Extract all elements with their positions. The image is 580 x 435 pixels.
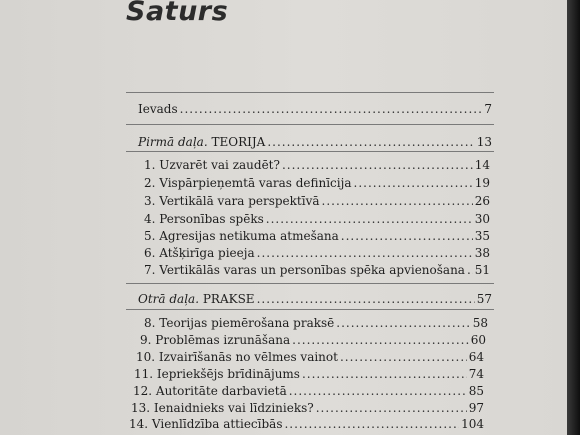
toc-page: 7 bbox=[484, 102, 492, 116]
divider bbox=[126, 283, 494, 284]
toc-entry-intro bbox=[138, 102, 492, 116]
toc-page: 64 bbox=[468, 350, 484, 364]
toc-entry bbox=[144, 212, 490, 226]
toc-entry bbox=[144, 229, 490, 243]
toc-page: 104 bbox=[461, 417, 484, 431]
toc-page: 51 bbox=[474, 263, 490, 277]
leader-dots bbox=[180, 102, 483, 116]
leader-dots bbox=[341, 229, 473, 243]
leader-dots bbox=[340, 350, 467, 364]
toc-label bbox=[138, 135, 265, 149]
toc-page: 85 bbox=[468, 384, 484, 398]
leader-dots bbox=[302, 367, 467, 381]
toc-entry bbox=[134, 367, 484, 381]
toc-entry bbox=[144, 158, 490, 172]
toc-label: 12. Autoritāte darbavietā bbox=[133, 384, 287, 398]
toc-page: 97 bbox=[468, 401, 484, 415]
toc-label: 1. Uzvarēt vai zaudēt? bbox=[144, 158, 280, 172]
divider bbox=[126, 124, 494, 125]
toc-label: 7. Vertikālās varas un personības spēka apvienošana bbox=[144, 263, 465, 277]
toc-entry bbox=[140, 333, 486, 347]
toc-entry bbox=[144, 194, 490, 208]
toc-label: 11. Iepriekšējs brīdinājums bbox=[134, 367, 300, 381]
divider bbox=[126, 92, 494, 93]
toc-label: 13. Ienaidnieks vai līdzinieks? bbox=[131, 401, 314, 415]
toc-page: 13 bbox=[476, 135, 492, 149]
toc-page: 58 bbox=[472, 316, 488, 330]
leader-dots bbox=[354, 176, 473, 190]
toc-entry bbox=[144, 316, 488, 330]
toc-entry bbox=[144, 263, 490, 277]
part-prefix: Otrā daļa. bbox=[138, 292, 200, 306]
part-name: TEORIJA bbox=[211, 135, 266, 149]
toc-label bbox=[138, 292, 255, 306]
toc-page: 26 bbox=[474, 194, 490, 208]
toc-page: 30 bbox=[474, 212, 490, 226]
toc-page: 74 bbox=[468, 367, 484, 381]
toc-entry bbox=[131, 401, 484, 415]
toc-label: 2. Vispārpieņemtā varas definīcija bbox=[144, 176, 352, 190]
part-prefix: Pirmā daļa. bbox=[138, 135, 208, 149]
toc-page: 60 bbox=[470, 333, 486, 347]
leader-dots bbox=[289, 384, 467, 398]
leader-dots bbox=[292, 333, 469, 347]
divider bbox=[126, 151, 494, 152]
toc-entry bbox=[133, 384, 484, 398]
toc-entry bbox=[144, 246, 490, 260]
toc-page: 19 bbox=[474, 176, 490, 190]
toc-label: Ievads bbox=[138, 102, 178, 116]
toc-entry bbox=[144, 176, 490, 190]
toc-label: 4. Personības spēks bbox=[144, 212, 264, 226]
leader-dots bbox=[336, 316, 470, 330]
leader-dots bbox=[316, 401, 467, 415]
leader-dots bbox=[284, 417, 459, 431]
leader-dots bbox=[266, 212, 473, 226]
toc-page: 14 bbox=[474, 158, 490, 172]
toc-page: 38 bbox=[474, 246, 490, 260]
toc-label: 5. Agresijas netikuma atmešana bbox=[144, 229, 339, 243]
divider bbox=[126, 309, 494, 310]
page-edge-shadow bbox=[567, 0, 580, 435]
leader-dots bbox=[467, 263, 473, 277]
toc-label: 3. Vertikālā vara perspektīvā bbox=[144, 194, 320, 208]
toc-entry bbox=[136, 350, 484, 364]
toc-page: 57 bbox=[476, 292, 492, 306]
leader-dots bbox=[257, 292, 475, 306]
part-name: PRAKSE bbox=[202, 292, 255, 306]
toc-entry bbox=[129, 417, 484, 431]
page-title: Saturs bbox=[126, 0, 229, 27]
leader-dots bbox=[322, 194, 473, 208]
toc-label: 10. Izvairīšanās no vēlmes vainot bbox=[136, 350, 338, 364]
toc-entry-part2 bbox=[138, 292, 492, 306]
toc-label: 6. Atšķirīga pieeja bbox=[144, 246, 255, 260]
leader-dots bbox=[257, 246, 473, 260]
toc-entry-part1 bbox=[138, 135, 492, 149]
leader-dots bbox=[267, 135, 474, 149]
toc-page: 35 bbox=[474, 229, 490, 243]
toc-label: 9. Problēmas izrunāšana bbox=[140, 333, 291, 347]
toc-label: 14. Vienlīdzība attiecībās bbox=[129, 417, 283, 431]
toc-label: 8. Teorijas piemērošana praksē bbox=[144, 316, 335, 330]
leader-dots bbox=[282, 158, 473, 172]
